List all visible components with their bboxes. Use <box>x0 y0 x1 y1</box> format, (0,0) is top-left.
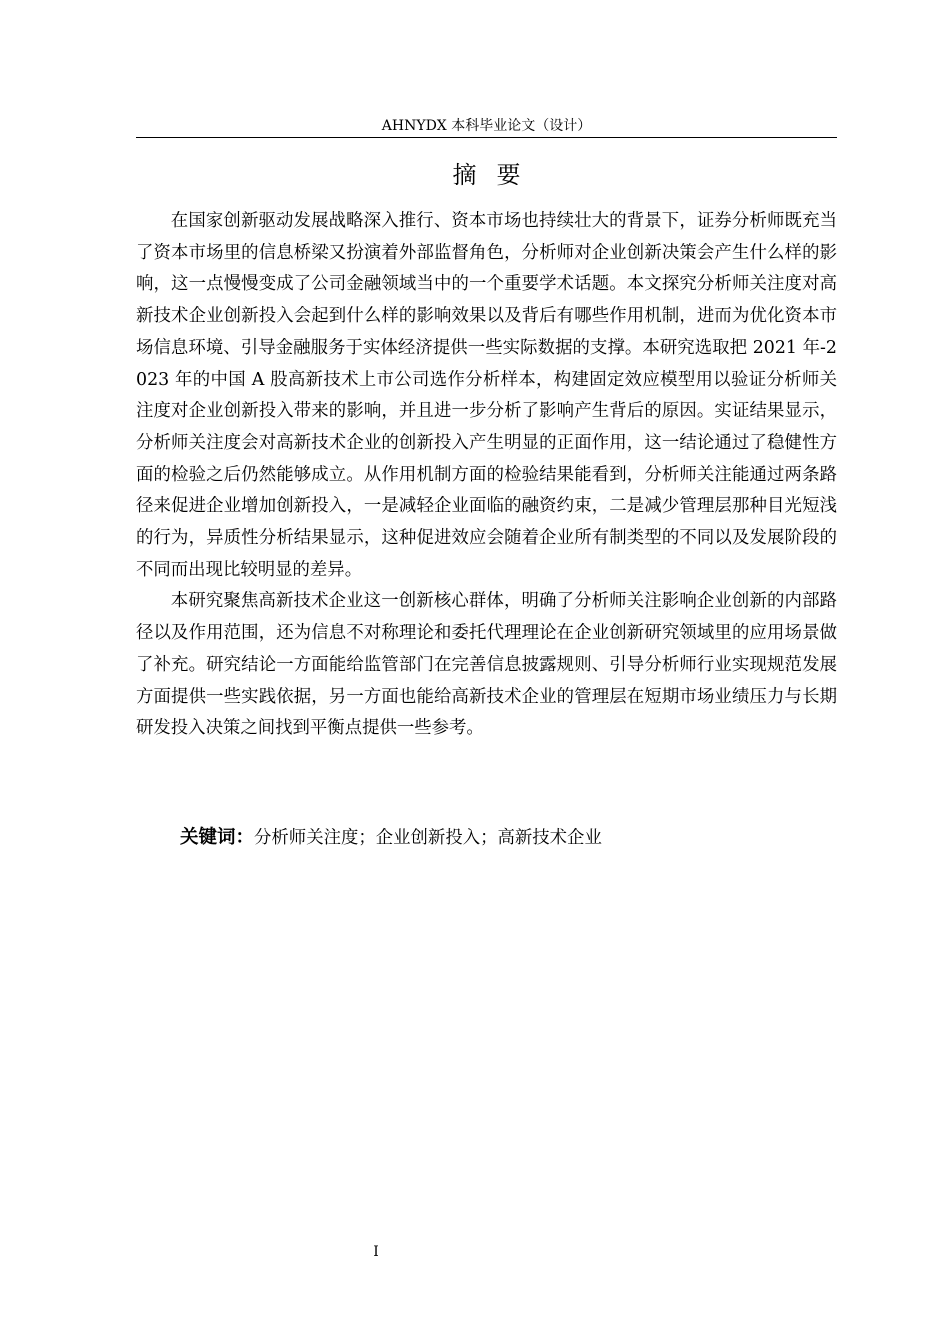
abstract-body <box>136 206 837 745</box>
keywords-line <box>180 823 837 853</box>
abstract-title: 摘要 <box>452 161 541 189</box>
running-header: AHNYDX 本科毕业论文（设计） <box>381 118 592 134</box>
keywords-value: 分析师关注度；企业创新投入；高新技术企业 <box>254 828 602 848</box>
keywords-label: 关键词： <box>180 827 255 848</box>
page-number: I <box>373 1244 379 1260</box>
header-divider <box>136 137 837 138</box>
abstract-paragraph-1: 在国家创新驱动发展战略深入推行、资本市场也持续壮大的背景下，证券分析师既充当了资本市场里的信息桥梁又扮演着外部监督角色，分析师对企业创新决策会产生什么样的影响，这一点慢慢变成了公司金融领域当中的一个重要学术话题。本文探究分析师关注度对高新技术企业创新投入会起到什么样的影响效果以及背后有哪些作用机制，进而为优化资本市场信息环境、引导金融服务于实体经济提供一些实际数据的支撑。本研究选取把 2021 年-2023 年的中国 A 股高新技术上市公司选作分析样本，构建固定效应模型用以验证分析师关注度对企业创新投入带来的影响，并且进一步分析了影响产生背后的原因。实证结果显示，分析师关注度会对高新技术企业的创新投入产生明显的正面作用，这一结论通过了稳健性方面的检验之后仍然能够成立。从作用机制方面的检验结果能看到，分析师关注能通过两条路径来促进企业增加创新投入，一是减轻企业面临的融资约束，二是减少管理层那种目光短浅的行为，异质性分析结果显示，这种促进效应会随着企业所有制类型的不同以及发展阶段的不同而出现比较明显的差异。 <box>136 211 837 580</box>
abstract-paragraph-2: 本研究聚焦高新技术企业这一创新核心群体，明确了分析师关注影响企业创新的内部路径以及作用范围，还为信息不对称理论和委托代理理论在企业创新研究领域里的应用场景做了补充。研究结论一方面能给监管部门在完善信息披露规则、引导分析师行业实现规范发展方面提供一些实践依据，另一方面也能给高新技术企业的管理层在短期市场业绩压力与长期研发投入决策之间找到平衡点提供一些参考。 <box>136 591 837 739</box>
